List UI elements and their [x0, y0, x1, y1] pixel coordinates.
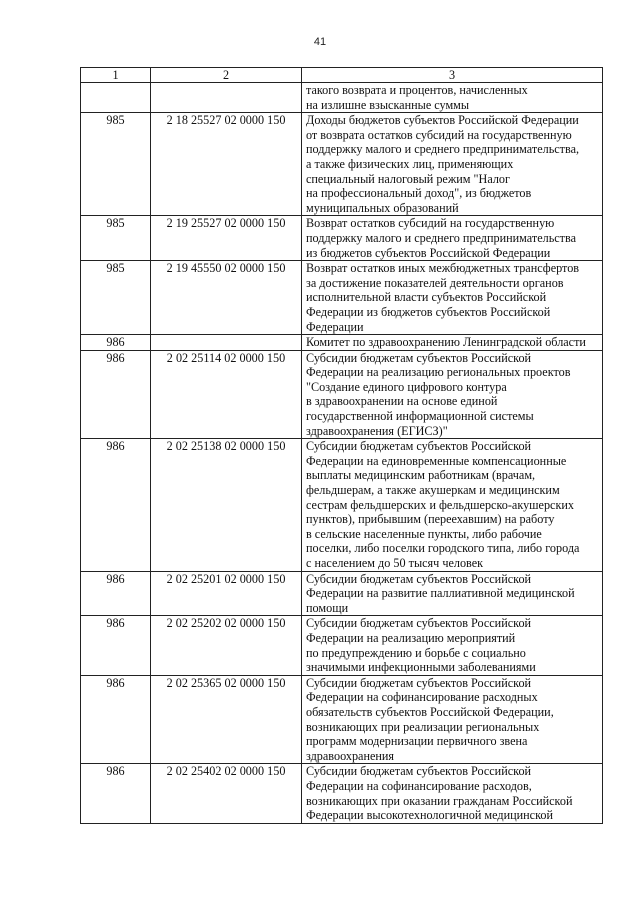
description-line: государственной информационной системы — [306, 409, 534, 424]
revenue-code-cell: 2 19 45550 02 0000 150 — [151, 261, 302, 335]
description-line: Федерации на единовременные компенсационные — [306, 453, 567, 468]
page-number: 41 — [313, 36, 327, 48]
revenue-description-cell — [302, 216, 603, 261]
admin-code-cell — [81, 83, 151, 113]
description-line: поселки, либо поселки городского типа, либо города — [306, 541, 580, 556]
description-line: здравоохранения (ЕГИСЗ)" — [306, 423, 448, 438]
table-row — [81, 261, 603, 335]
description-line: специальный налоговый режим "Налог — [306, 171, 511, 186]
description-line: обязательств субъектов Российской Федерации, — [306, 704, 554, 719]
description-line: за достижение показателей деятельности органов — [306, 275, 564, 290]
admin-code-cell: 985 — [81, 216, 151, 261]
column-header-3: 3 — [302, 68, 603, 83]
description-line: поддержку малого и среднего предпринимательства — [306, 230, 577, 245]
table-body — [81, 83, 603, 824]
description-line: по предупреждению и борьбе с социально — [306, 645, 526, 660]
description-line: "Создание единого цифрового контура — [306, 379, 507, 394]
admin-code-cell: 985 — [81, 113, 151, 216]
description-line: Субсидии бюджетам субъектов Российской — [306, 350, 532, 365]
table-header-row — [81, 68, 603, 83]
description-line: Федерации на реализацию мероприятий — [306, 630, 516, 645]
description-line: в здравоохранении на основе единой — [306, 394, 498, 409]
revenue-code-cell: 2 02 25114 02 0000 150 — [151, 350, 302, 439]
admin-code-cell: 986 — [81, 335, 151, 351]
budget-revenue-table — [80, 67, 603, 824]
table-row — [81, 335, 603, 351]
column-header-2: 2 — [151, 68, 302, 83]
description-line: Федерации на развитие паллиативной медицинской — [306, 586, 575, 601]
description-line: поддержку малого и среднего предпринимательства, — [306, 142, 580, 157]
table-row — [81, 675, 603, 764]
table-row — [81, 216, 603, 261]
description-line: выплаты медицинским работникам (врачам, — [306, 468, 536, 483]
description-line: Субсидии бюджетам субъектов Российской — [306, 764, 532, 779]
revenue-description-cell — [302, 571, 603, 616]
description-line: Федерации — [306, 319, 364, 334]
description-line: Доходы бюджетов субъектов Российской Федерации — [306, 113, 579, 128]
description-line: от возврата остатков субсидий на государственную — [306, 127, 572, 142]
revenue-description-cell — [302, 261, 603, 335]
description-line: Возврат остатков иных межбюджетных трансфертов — [306, 261, 580, 276]
table-row — [81, 616, 603, 675]
table-row — [81, 439, 603, 571]
revenue-description-cell — [302, 335, 603, 351]
description-line: из бюджетов субъектов Российской Федерации — [306, 245, 551, 260]
admin-code-cell: 986 — [81, 675, 151, 764]
revenue-description-cell — [302, 83, 603, 113]
admin-code-cell: 986 — [81, 764, 151, 823]
table-row — [81, 83, 603, 113]
description-line: программ модернизации первичного звена — [306, 734, 528, 749]
description-line: Возврат остатков субсидий на государственную — [306, 216, 555, 231]
revenue-description-cell — [302, 675, 603, 764]
description-line: Субсидии бюджетам субъектов Российской — [306, 675, 532, 690]
description-line: Субсидии бюджетам субъектов Российской — [306, 616, 532, 631]
table-row — [81, 571, 603, 616]
description-line: значимыми инфекционными заболеваниями — [306, 660, 536, 675]
admin-code-cell: 986 — [81, 439, 151, 571]
description-line: в сельские населенные пункты, либо рабочие — [306, 526, 542, 541]
revenue-code-cell: 2 02 25365 02 0000 150 — [151, 675, 302, 764]
revenue-description-cell — [302, 764, 603, 823]
admin-code-cell: 986 — [81, 350, 151, 439]
description-line: возникающих при оказании гражданам Российской — [306, 793, 573, 808]
revenue-code-cell: 2 02 25201 02 0000 150 — [151, 571, 302, 616]
revenue-code-cell: 2 18 25527 02 0000 150 — [151, 113, 302, 216]
column-header-1: 1 — [81, 68, 151, 83]
description-line: на излишне взысканные суммы — [306, 97, 470, 112]
description-line: Федерации на софинансирование расходов, — [306, 778, 532, 793]
revenue-description-cell — [302, 439, 603, 571]
description-line: на профессиональный доход", из бюджетов — [306, 186, 532, 201]
description-line: Федерации на софинансирование расходных — [306, 690, 538, 705]
description-line: фельдшерам, а также акушеркам и медицинским — [306, 483, 560, 498]
revenue-description-cell — [302, 113, 603, 216]
table-row — [81, 764, 603, 823]
revenue-description-cell — [302, 616, 603, 675]
description-line: возникающих при реализации региональных — [306, 719, 540, 734]
description-line: сестрам фельдшерских и фельдшерско-акушерских — [306, 497, 574, 512]
revenue-code-cell: 2 02 25138 02 0000 150 — [151, 439, 302, 571]
description-line: Субсидии бюджетам субъектов Российской — [306, 439, 532, 454]
revenue-description-cell — [302, 350, 603, 439]
admin-code-cell: 985 — [81, 261, 151, 335]
description-line: Федерации из бюджетов субъектов Российской — [306, 304, 551, 319]
description-line: муниципальных образований — [306, 200, 459, 215]
table-row — [81, 350, 603, 439]
description-line: Федерации на реализацию региональных проектов — [306, 365, 571, 380]
table-row — [81, 113, 603, 216]
description-line: такого возврата и процентов, начисленных — [306, 83, 528, 97]
description-line: помощи — [306, 600, 349, 615]
description-line: Комитет по здравоохранению Ленинградской области — [306, 335, 586, 350]
revenue-code-cell: 2 02 25402 02 0000 150 — [151, 764, 302, 823]
description-line: Субсидии бюджетам субъектов Российской — [306, 571, 532, 586]
description-line: пунктов), прибывшим (переехавшим) на работу — [306, 512, 555, 527]
revenue-code-cell: 2 19 25527 02 0000 150 — [151, 216, 302, 261]
description-line: а также физических лиц, применяющих — [306, 156, 514, 171]
revenue-code-cell: 2 02 25202 02 0000 150 — [151, 616, 302, 675]
description-line: здравоохранения — [306, 748, 395, 763]
description-line: исполнительной власти субъектов Российской — [306, 290, 547, 305]
revenue-code-cell — [151, 83, 302, 113]
admin-code-cell: 986 — [81, 616, 151, 675]
description-line: с населением до 50 тысяч человек — [306, 556, 484, 570]
admin-code-cell: 986 — [81, 571, 151, 616]
description-line: Федерации высокотехнологичной медицинской — [306, 808, 553, 823]
revenue-code-cell — [151, 335, 302, 351]
